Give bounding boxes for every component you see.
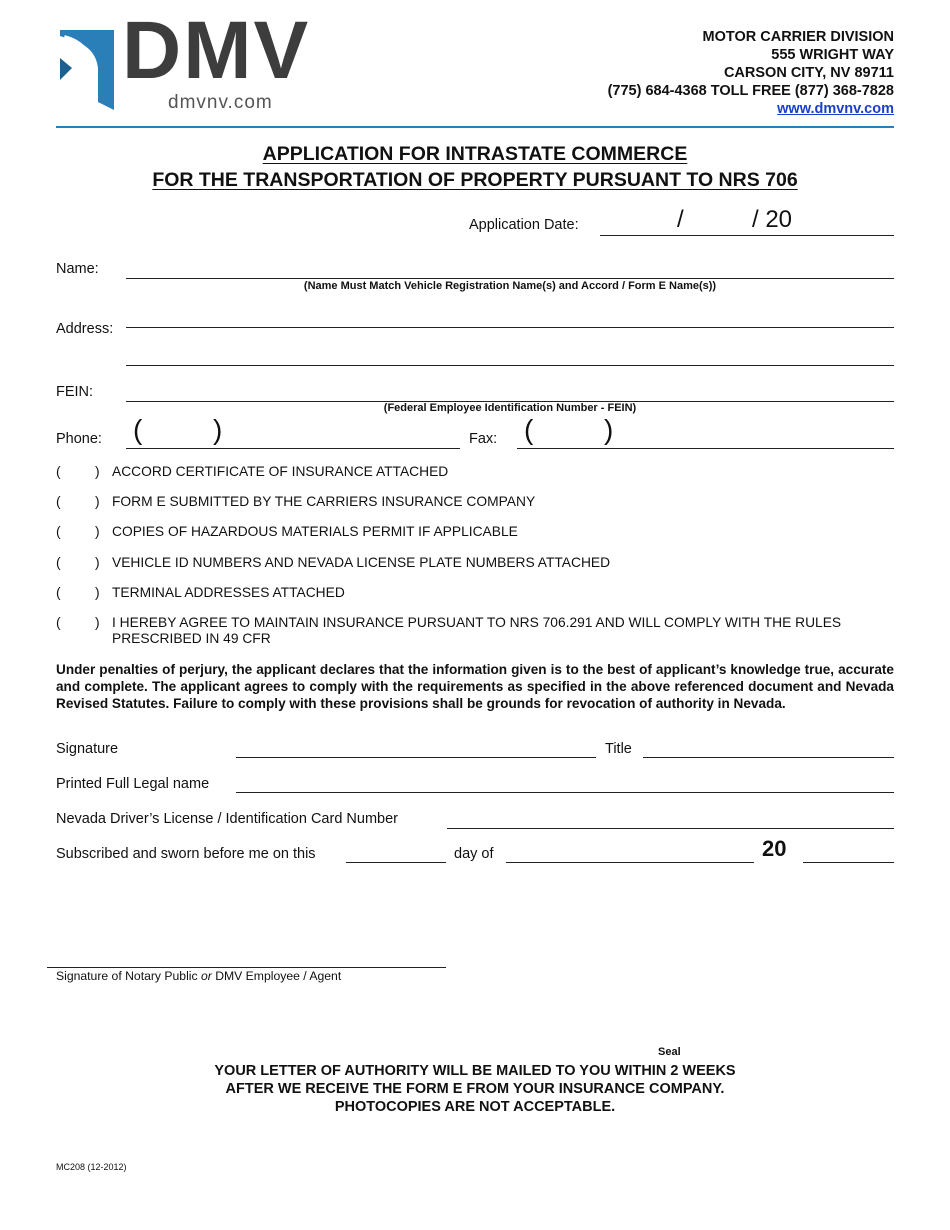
notary-signature-input[interactable]: [47, 967, 446, 968]
license-number-input[interactable]: [447, 828, 894, 829]
checkbox-close: ): [95, 555, 100, 570]
checklist-item-label: TERMINAL ADDRESSES ATTACHED: [112, 585, 345, 600]
checklist-item-label: VEHICLE ID NUMBERS AND NEVADA LICENSE PLATE NUMBERS ATTACHED: [112, 555, 611, 570]
phone-area-open-paren: (: [133, 414, 143, 445]
footer-line2: AFTER WE RECEIVE THE FORM E FROM YOUR INSURANCE COMPANY.: [225, 1081, 725, 1097]
checklist-item[interactable]: [56, 524, 518, 539]
notary-signature-label: Signature of Notary Public or DMV Employee / Agent: [56, 969, 342, 983]
checklist-item-label: ACCORD CERTIFICATE OF INSURANCE ATTACHED: [112, 464, 449, 479]
logo-brand-text: DMV: [122, 5, 311, 96]
dmv-logo: [58, 5, 338, 116]
form-id: MC208 (12-2012): [56, 1162, 127, 1172]
seal-label: Seal: [658, 1046, 681, 1058]
sworn-year-input[interactable]: [803, 862, 894, 863]
fein-note: (Federal Employee Identification Number - FEIN): [383, 402, 637, 414]
fein-label: FEIN:: [56, 384, 94, 400]
application-date-input[interactable]: [600, 235, 894, 236]
division-phone: (775) 684-4368 TOLL FREE (877) 368-7828: [607, 83, 894, 99]
checklist-item-label: FORM E SUBMITTED BY THE CARRIERS INSURANCE COMPANY: [112, 494, 536, 509]
checkbox-open: (: [56, 555, 61, 570]
application-date-slash: /: [677, 206, 684, 233]
division-address: [608, 28, 894, 118]
fax-area-close-paren: ): [604, 414, 614, 445]
header-divider: [56, 126, 894, 128]
phone-area-close-paren: ): [213, 414, 223, 445]
title-input[interactable]: [643, 757, 894, 758]
name-label: Name:: [56, 261, 99, 277]
checkbox-close: ): [95, 494, 100, 509]
phone-input[interactable]: [126, 448, 460, 449]
address-label: Address:: [56, 321, 114, 337]
footer-line1: YOUR LETTER OF AUTHORITY WILL BE MAILED TO YOU WITHIN 2 WEEKS: [214, 1063, 736, 1079]
nevada-road-logo-icon: [58, 28, 118, 110]
sworn-month-input[interactable]: [506, 862, 754, 863]
checkbox-close: ): [95, 585, 100, 600]
application-date-label: Application Date:: [469, 217, 579, 233]
form-title-line1: APPLICATION FOR INTRASTATE COMMERCE: [262, 143, 688, 165]
checklist-item-label: I HEREBY AGREE TO MAINTAIN INSURANCE PURSUANT TO NRS 706.291 AND WILL COMPLY WITH THE RULES PRESCRIBED IN 49 CFR: [112, 615, 842, 646]
day-of-label: day of: [454, 846, 494, 862]
signature-input[interactable]: [236, 757, 596, 758]
fax-area-open-paren: (: [524, 414, 534, 445]
checklist-item[interactable]: [56, 494, 536, 509]
title-label: Title: [605, 741, 632, 757]
sworn-label: Subscribed and sworn before me on this: [56, 846, 316, 862]
sworn-year-prefix: 20: [762, 836, 787, 861]
checklist-item[interactable]: [56, 464, 449, 479]
checklist-item[interactable]: [56, 585, 345, 600]
checkbox-close: ): [95, 464, 100, 479]
logo-url-text: dmvnv.com: [168, 92, 273, 113]
sworn-day-input[interactable]: [346, 862, 446, 863]
form-title-line2: FOR THE TRANSPORTATION OF PROPERTY PURSUANT TO NRS 706: [152, 169, 798, 191]
address-input-line2[interactable]: [126, 365, 894, 366]
checkbox-open: (: [56, 494, 61, 509]
name-input[interactable]: [126, 278, 894, 279]
printed-name-input[interactable]: [236, 792, 894, 793]
website-link[interactable]: www.dmvnv.com: [777, 101, 894, 117]
checklist-item[interactable]: [56, 555, 611, 570]
division-city: CARSON CITY, NV 89711: [723, 65, 894, 81]
checklist-item[interactable]: [56, 615, 842, 646]
division-street: 555 WRIGHT WAY: [771, 47, 894, 63]
fax-input[interactable]: [517, 448, 894, 449]
signature-label: Signature: [56, 741, 119, 757]
checkbox-open: (: [56, 524, 61, 539]
name-note: (Name Must Match Vehicle Registration Name(s) and Accord / Form E Name(s)): [303, 280, 717, 292]
perjury-declaration: Under penalties of perjury, the applicant declares that the information given is to the best of applicant’s knowledge true, accurate and complete. The applicant agrees to comply with the requirements as specified in the above referenced document and Nevada Revised Statutes. Failure to comply with these provisions shall be grounds for revocation of authority in Nevada.: [56, 662, 894, 711]
checkbox-open: (: [56, 585, 61, 600]
printed-name-label: Printed Full Legal name: [56, 776, 210, 792]
footer-notice: [0, 1062, 950, 1116]
checkbox-open: (: [56, 464, 61, 479]
license-number-label: Nevada Driver’s License / Identification Card Number: [56, 811, 398, 827]
phone-label: Phone:: [56, 431, 102, 447]
footer-line3: PHOTOCOPIES ARE NOT ACCEPTABLE.: [334, 1099, 616, 1115]
address-input-line1[interactable]: [126, 327, 894, 328]
checkbox-close: ): [95, 524, 100, 539]
fax-label: Fax:: [469, 431, 498, 447]
checkbox-open: (: [56, 615, 61, 630]
checkbox-close: ): [95, 615, 100, 630]
division-name: MOTOR CARRIER DIVISION: [702, 29, 894, 45]
application-date-year: / 20: [752, 206, 793, 233]
checklist-item-label: COPIES OF HAZARDOUS MATERIALS PERMIT IF APPLICABLE: [112, 524, 518, 539]
